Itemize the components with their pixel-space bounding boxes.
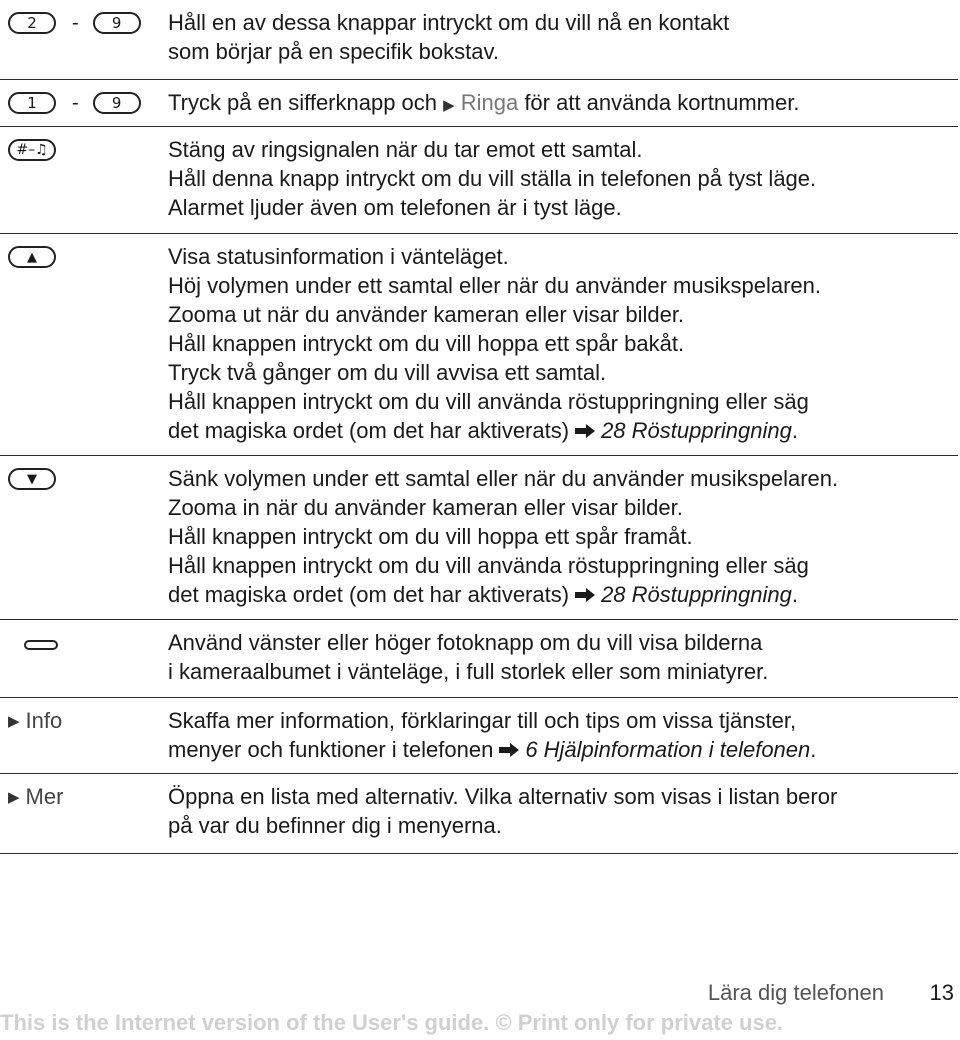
- navigation-up-key-icon: ▲: [8, 246, 56, 268]
- more-softkey[interactable]: ▶ Mer: [8, 784, 64, 809]
- description-line: Håll knappen intryckt om du vill använda röstuppringning eller säg: [168, 553, 809, 578]
- key-cell: [0, 6, 168, 71]
- table-row: [0, 80, 958, 127]
- section-title: Lära dig telefonen: [707, 980, 884, 1005]
- key-9-icon: 9: [93, 92, 141, 114]
- description-line: Håll knappen intryckt om du vill hoppa ett spår framåt.: [168, 524, 693, 549]
- right-triangle-icon: ▶: [443, 97, 455, 114]
- table-row: [0, 127, 958, 234]
- description-cell: [168, 626, 958, 689]
- description-line: det magiska ordet (om det har aktiverats) 28 Röstuppringning.: [168, 582, 798, 607]
- description-line: det magiska ordet (om det har aktiverats) 28 Röstuppringning.: [168, 418, 798, 443]
- key-cell: [0, 240, 168, 447]
- hash-silent-key-icon: #–♫: [8, 139, 56, 161]
- key-1-icon: 1: [8, 92, 56, 114]
- description-cell: [168, 240, 958, 447]
- description-line: Tryck två gånger om du vill avvisa ett samtal.: [168, 360, 607, 385]
- description-line: Zooma in när du använder kameran eller visar bilder.: [168, 495, 683, 520]
- reference-arrow-icon: [497, 742, 521, 758]
- menu-link-ringa[interactable]: Ringa: [460, 90, 519, 115]
- key-cell: [0, 704, 168, 765]
- description-line: Skaffa mer information, förklaringar till och tips om vissa tjänster,: [168, 708, 797, 733]
- description-cell: [168, 462, 958, 611]
- cross-reference-link[interactable]: 6 Hjälpinformation i telefonen: [525, 737, 811, 762]
- description-line: Använd vänster eller höger fotoknapp om du vill visa bilderna: [168, 630, 763, 655]
- camera-key-icon: [24, 640, 58, 650]
- page-number: 13: [929, 980, 954, 1005]
- description-line: Sänk volymen under ett samtal eller när du använder musikspelaren.: [168, 466, 839, 491]
- cross-reference-link[interactable]: 28 Röstuppringning: [601, 418, 792, 443]
- right-triangle-icon: ▶: [8, 789, 20, 806]
- range-dash: -: [72, 92, 79, 114]
- description-cell: [168, 780, 958, 845]
- table-row: [0, 456, 958, 620]
- watermark-note: This is the Internet version of the User's guide. © Print only for private use.: [0, 1010, 784, 1035]
- table-row: [0, 234, 958, 456]
- description-cell: [168, 86, 958, 118]
- table-row: [0, 0, 958, 80]
- key-cell: [0, 626, 168, 689]
- description-line: Alarmet ljuder även om telefonen är i tyst läge.: [168, 195, 622, 220]
- description-line: som börjar på en specifik bokstav.: [168, 39, 499, 64]
- key-cell: [0, 462, 168, 611]
- description-cell: [168, 704, 958, 765]
- description-line: Stäng av ringsignalen när du tar emot ett samtal.: [168, 137, 643, 162]
- description-line: Visa statusinformation i vänteläget.: [168, 244, 509, 269]
- description-line: i kameraalbumet i vänteläge, i full storlek eller som miniatyrer.: [168, 659, 769, 684]
- description-cell: [168, 6, 958, 71]
- table-row: [0, 774, 958, 854]
- description-line: Tryck på en sifferknapp och ▶ Ringa för att använda kortnummer.: [168, 90, 800, 115]
- description-line: menyer och funktioner i telefonen 6 Hjälpinformation i telefonen.: [168, 737, 817, 762]
- description-line: Öppna en lista med alternativ. Vilka alternativ som visas i listan beror: [168, 784, 838, 809]
- info-softkey[interactable]: ▶ Info: [8, 708, 63, 733]
- description-line: Zooma ut när du använder kameran eller visar bilder.: [168, 302, 685, 327]
- table-row: [0, 698, 958, 774]
- key-9-icon: 9: [93, 12, 141, 34]
- key-cell: [0, 86, 168, 118]
- key-2-icon: 2: [8, 12, 56, 34]
- table-row: [0, 620, 958, 698]
- key-cell: [0, 133, 168, 225]
- navigation-down-key-icon: ▼: [8, 468, 56, 490]
- description-line: på var du befinner dig i menyerna.: [168, 813, 502, 838]
- range-dash: -: [72, 12, 79, 34]
- description-line: Håll knappen intryckt om du vill hoppa ett spår bakåt.: [168, 331, 685, 356]
- description-line: Håll knappen intryckt om du vill använda röstuppringning eller säg: [168, 389, 809, 414]
- description-line: Håll en av dessa knappar intryckt om du vill nå en kontakt: [168, 10, 730, 35]
- cross-reference-link[interactable]: 28 Röstuppringning: [601, 582, 792, 607]
- reference-arrow-icon: [573, 423, 597, 439]
- description-cell: [168, 133, 958, 225]
- reference-arrow-icon: [573, 587, 597, 603]
- key-cell: [0, 780, 168, 845]
- description-line: Höj volymen under ett samtal eller när du använder musikspelaren.: [168, 273, 821, 298]
- description-line: Håll denna knapp intryckt om du vill ställa in telefonen på tyst läge.: [168, 166, 817, 191]
- right-triangle-icon: ▶: [8, 713, 20, 730]
